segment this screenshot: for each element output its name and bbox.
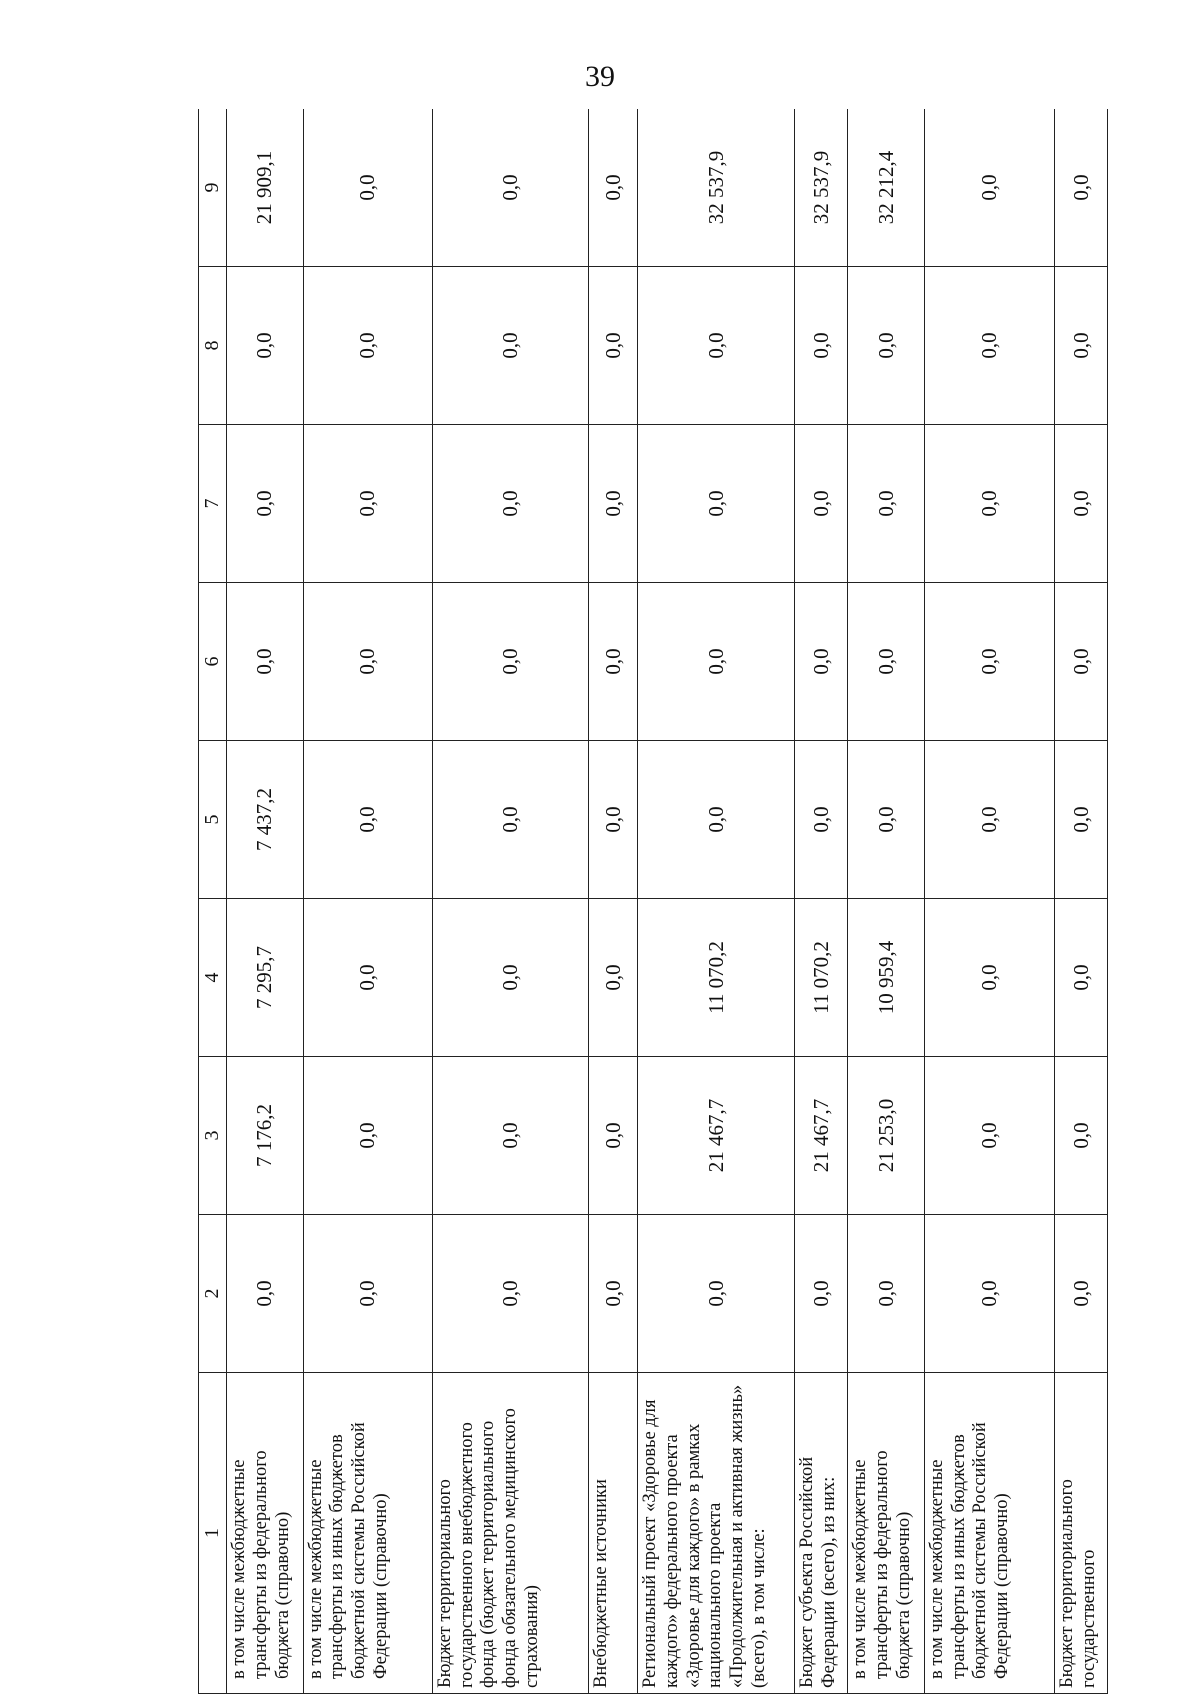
table-cell: 0,0 xyxy=(1055,1057,1108,1215)
table-row xyxy=(637,109,794,1694)
table-cell: 0,0 xyxy=(637,425,794,583)
table-cell: 0,0 xyxy=(924,899,1054,1057)
table-cell: 21 909,1 xyxy=(227,109,304,267)
table-cell: 0,0 xyxy=(848,741,925,899)
table-cell: 0,0 xyxy=(589,109,638,267)
table-cell: 0,0 xyxy=(924,583,1054,741)
table-cell: 0,0 xyxy=(848,425,925,583)
table-cell: 0,0 xyxy=(1055,741,1108,899)
table-cell: 0,0 xyxy=(848,1215,925,1373)
table-cell: 0,0 xyxy=(589,741,638,899)
column-header: 9 xyxy=(199,109,227,267)
table-cell: 0,0 xyxy=(432,1215,588,1373)
column-header: 6 xyxy=(199,583,227,741)
table-cell: 0,0 xyxy=(303,425,432,583)
row-label: Бюджет субъекта Российской Федерации (всего), из них: xyxy=(795,1373,848,1694)
table-cell: 0,0 xyxy=(589,267,638,425)
table-cell: 0,0 xyxy=(589,1057,638,1215)
table-cell: 0,0 xyxy=(303,1057,432,1215)
table-cell: 0,0 xyxy=(1055,109,1108,267)
table-row xyxy=(589,109,638,1694)
table-row xyxy=(1055,109,1108,1694)
row-label: Внебюджетные источники xyxy=(589,1373,638,1694)
table-cell: 0,0 xyxy=(227,583,304,741)
table-cell: 0,0 xyxy=(848,267,925,425)
budget-table xyxy=(198,109,1108,1694)
column-header: 7 xyxy=(199,425,227,583)
table-cell: 0,0 xyxy=(1055,1215,1108,1373)
table-header-row xyxy=(199,109,227,1694)
table-cell: 0,0 xyxy=(924,1057,1054,1215)
table-cell: 0,0 xyxy=(637,1215,794,1373)
table-cell: 0,0 xyxy=(432,109,588,267)
table-cell: 11 070,2 xyxy=(637,899,794,1057)
table-cell: 0,0 xyxy=(589,899,638,1057)
row-label: в том числе межбюджетные трансферты из иных бюджетов бюджетной системы Российской Федерации (справочно) xyxy=(303,1373,432,1694)
table-cell: 0,0 xyxy=(795,425,848,583)
table-cell: 21 467,7 xyxy=(795,1057,848,1215)
table-cell: 21 253,0 xyxy=(848,1057,925,1215)
page-number: 39 xyxy=(585,60,615,93)
table-cell: 0,0 xyxy=(227,267,304,425)
table-cell: 7 295,7 xyxy=(227,899,304,1057)
table-cell: 0,0 xyxy=(637,583,794,741)
table-cell: 0,0 xyxy=(637,741,794,899)
row-label: Бюджет территориального государственного внебюджетного фонда (бюджет территориального фонда обязательного медицинского страхования) xyxy=(432,1373,588,1694)
table-cell: 0,0 xyxy=(924,1215,1054,1373)
table-cell: 0,0 xyxy=(589,583,638,741)
table-cell: 0,0 xyxy=(432,425,588,583)
column-header: 1 xyxy=(199,1373,227,1694)
column-header: 8 xyxy=(199,267,227,425)
table-cell: 0,0 xyxy=(432,1057,588,1215)
table-cell: 0,0 xyxy=(303,899,432,1057)
column-header: 4 xyxy=(199,899,227,1057)
budget-table-frame xyxy=(198,109,1108,1694)
column-header: 2 xyxy=(199,1215,227,1373)
table-cell: 0,0 xyxy=(303,583,432,741)
table-cell: 0,0 xyxy=(795,267,848,425)
row-label: в том числе межбюджетные трансферты из федерального бюджета (справочно) xyxy=(227,1373,304,1694)
table-row xyxy=(432,109,588,1694)
table-cell: 0,0 xyxy=(1055,267,1108,425)
table-cell: 7 176,2 xyxy=(227,1057,304,1215)
table-cell: 0,0 xyxy=(303,109,432,267)
table-cell: 0,0 xyxy=(432,583,588,741)
table-cell: 0,0 xyxy=(924,109,1054,267)
table-cell: 0,0 xyxy=(303,267,432,425)
table-row xyxy=(848,109,925,1694)
table-cell: 32 537,9 xyxy=(637,109,794,267)
rotated-table-container xyxy=(198,109,1108,1694)
table-cell: 0,0 xyxy=(227,1215,304,1373)
table-cell: 7 437,2 xyxy=(227,741,304,899)
table-cell: 0,0 xyxy=(1055,425,1108,583)
row-label: в том числе межбюджетные трансферты из федерального бюджета (справочно) xyxy=(848,1373,925,1694)
table-cell: 11 070,2 xyxy=(795,899,848,1057)
table-cell: 0,0 xyxy=(227,425,304,583)
table-cell: 0,0 xyxy=(848,583,925,741)
table-cell: 0,0 xyxy=(795,1215,848,1373)
table-cell: 0,0 xyxy=(924,267,1054,425)
row-label: в том числе межбюджетные трансферты из иных бюджетов бюджетной системы Российской Федерации (справочно) xyxy=(924,1373,1054,1694)
table-cell: 0,0 xyxy=(589,425,638,583)
table-cell: 0,0 xyxy=(432,741,588,899)
table-cell: 0,0 xyxy=(795,583,848,741)
table-cell: 21 467,7 xyxy=(637,1057,794,1215)
row-label: Региональный проект «Здоровье для каждого» федерального проекта «Здоровье для каждого» в рамках национального проекта «Продолжительная и активная жизнь» (всего), в том числе: xyxy=(637,1373,794,1694)
table-row xyxy=(227,109,304,1694)
table-row xyxy=(924,109,1054,1694)
table-cell: 0,0 xyxy=(589,1215,638,1373)
table-row xyxy=(303,109,432,1694)
table-cell: 0,0 xyxy=(432,899,588,1057)
table-cell: 0,0 xyxy=(1055,899,1108,1057)
table-cell: 10 959,4 xyxy=(848,899,925,1057)
table-cell: 0,0 xyxy=(924,425,1054,583)
column-header: 5 xyxy=(199,741,227,899)
table-row xyxy=(795,109,848,1694)
column-header: 3 xyxy=(199,1057,227,1215)
table-cell: 0,0 xyxy=(432,267,588,425)
table-cell: 0,0 xyxy=(795,741,848,899)
table-cell: 32 212,4 xyxy=(848,109,925,267)
table-cell: 0,0 xyxy=(924,741,1054,899)
table-cell: 32 537,9 xyxy=(795,109,848,267)
table-cell: 0,0 xyxy=(637,267,794,425)
table-cell: 0,0 xyxy=(303,741,432,899)
row-label: Бюджет территориального государственного xyxy=(1055,1373,1108,1694)
table-cell: 0,0 xyxy=(303,1215,432,1373)
table-cell: 0,0 xyxy=(1055,583,1108,741)
